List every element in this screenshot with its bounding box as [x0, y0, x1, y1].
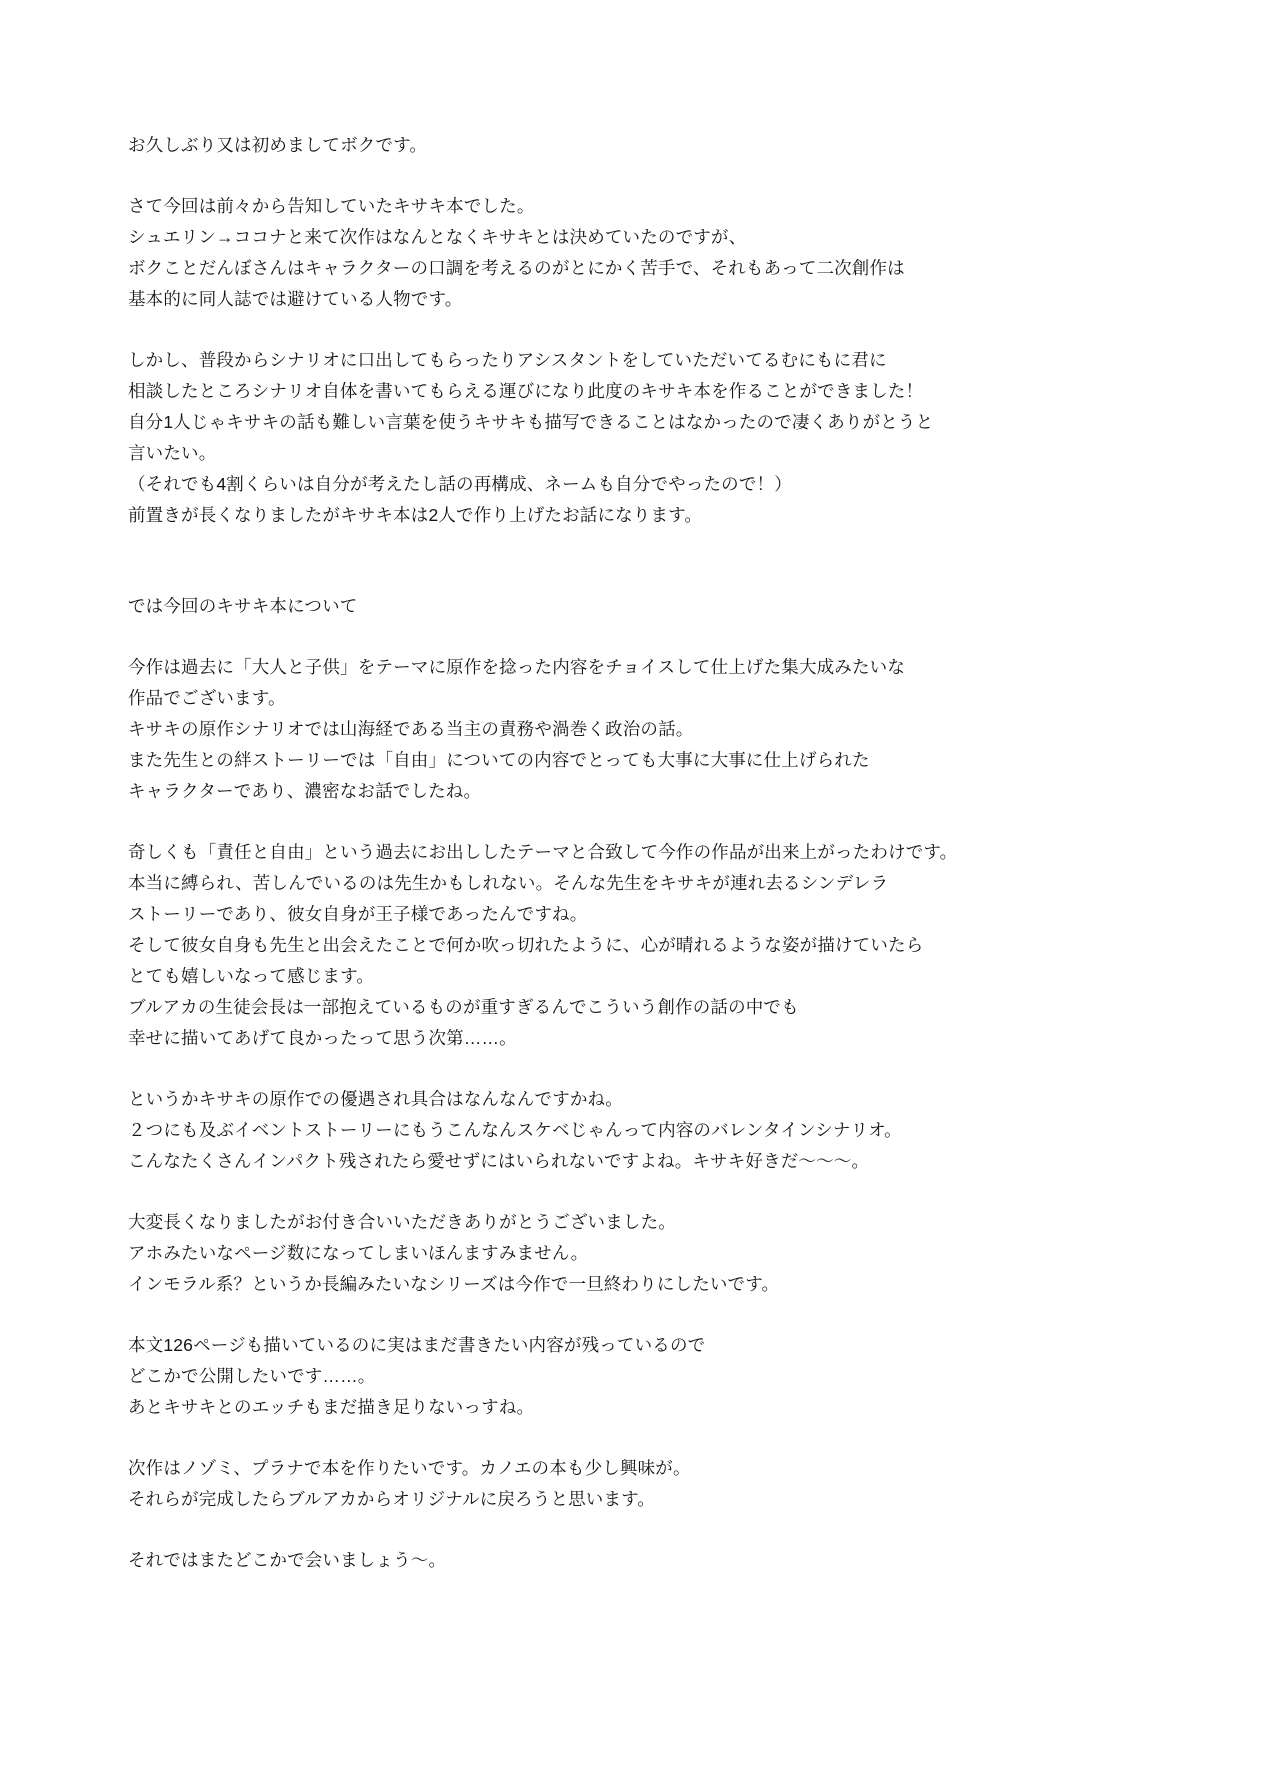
text-line: シュエリン→ココナと来て次作はなんとなくキサキとは決めていたのですが、: [128, 227, 747, 247]
paragraph-greeting: [128, 130, 1140, 161]
text-line: では今回のキサキ本について: [128, 596, 358, 616]
text-line: キャラクターであり、濃密なお話でしたね。: [128, 781, 482, 801]
text-line: あとキサキとのエッチもまだ描き足りないっすね。: [128, 1397, 535, 1417]
paragraph-next-work: [128, 1453, 1140, 1515]
text-line: 次作はノゾミ、プラナで本を作りたいです。カノエの本も少し興味が。: [128, 1458, 691, 1478]
text-line: 幸せに描いてあげて良かったって思う次第……。: [128, 1028, 517, 1048]
text-line: 今作は過去に「大人と子供」をテーマに原作を捻った内容をチョイスして仕上げた集大成みたいな: [128, 657, 905, 677]
text-line: ストーリーであり、彼女自身が王子様であったんですね。: [128, 904, 588, 924]
paragraph-theme: [128, 837, 1140, 1054]
text-line: 本当に縛られ、苦しんでいるのは先生かもしれない。そんな先生をキサキが連れ去るシンデレラ: [128, 873, 889, 893]
text-line: そして彼女自身も先生と出会えたことで何か吹っ切れたように、心が晴れるような姿が描けていたら: [128, 935, 924, 955]
text-line: しかし、普段からシナリオに口出してもらったりアシスタントをしていただいてるむにもに君に: [128, 350, 887, 370]
text-line: お久しぶり又は初めましてボクです。: [128, 135, 428, 155]
text-line: こんなたくさんインパクト残されたら愛せずにはいられないですよね。キサキ好きだ〜〜〜。: [128, 1151, 870, 1171]
text-line: また先生との絆ストーリーでは「自由」についての内容でとっても大事に大事に仕上げられた: [128, 750, 870, 770]
text-line: 相談したところシナリオ自体を書いてもらえる運びになり此度のキサキ本を作ることができました！: [128, 381, 924, 401]
text-line: それではまたどこかで会いましょう〜。: [128, 1550, 447, 1570]
paragraph-page-count: [128, 1330, 1140, 1423]
text-line: 作品でございます。: [128, 688, 286, 708]
text-line: ブルアカの生徒会長は一部抱えているものが重すぎるんでこういう創作の話の中でも: [128, 997, 799, 1017]
text-line: 自分1人じゃキサキの話も難しい言葉を使うキサキも描写できることはなかったので凄くありがとうと: [128, 412, 934, 432]
paragraph-original-praise: [128, 1084, 1140, 1177]
text-line: というかキサキの原作での優遇され具合はなんなんですかね。: [128, 1089, 623, 1109]
text-line: 基本的に同人誌では避けている人物です。: [128, 289, 463, 309]
text-line: さて今回は前々から告知していたキサキ本でした。: [128, 196, 535, 216]
text-line: それらが完成したらブルアカからオリジナルに戻ろうと思います。: [128, 1489, 656, 1509]
paragraph-closing-thanks: [128, 1207, 1140, 1300]
text-line: 本文126ページも描いているのに実はまだ書きたい内容が残っているので: [128, 1335, 706, 1355]
afterword-text-body: [128, 130, 1140, 1576]
text-line: ボクことだんぼさんはキャラクターの口調を考えるのがとにかく苦手で、それもあって二次創作は: [128, 258, 905, 278]
paragraph-farewell: [128, 1545, 1140, 1576]
text-line: （それでも4割くらいは自分が考えたし話の再構成、ネームも自分でやったので！）: [128, 474, 792, 494]
text-line: 前置きが長くなりましたがキサキ本は2人で作り上げたお話になります。: [128, 505, 703, 525]
paragraph-intro: [128, 191, 1140, 315]
paragraph-about-heading: [128, 591, 1140, 622]
text-line: アホみたいなページ数になってしまいほんますみません。: [128, 1243, 589, 1263]
text-line: とても嬉しいなって感じます。: [128, 966, 375, 986]
paragraph-about-body: [128, 652, 1140, 807]
paragraph-thanks: [128, 345, 1140, 531]
text-line: 奇しくも「責任と自由」という過去にお出ししたテーマと合致して今作の作品が出来上がったわけです。: [128, 842, 958, 862]
section-spacer: [128, 561, 1140, 591]
text-line: 大変長くなりましたがお付き合いいただきありがとうございました。: [128, 1212, 676, 1232]
text-line: インモラル系？というか長編みたいなシリーズは今作で一旦終わりにしたいです。: [128, 1274, 780, 1294]
text-line: キサキの原作シナリオでは山海経である当主の責務や渦巻く政治の話。: [128, 719, 694, 739]
text-line: どこかで公開したいです……。: [128, 1366, 376, 1386]
text-line: ２つにも及ぶイベントストーリーにもうこんなんスケベじゃんって内容のバレンタインシナリオ。: [128, 1120, 902, 1140]
text-line: 言いたい。: [128, 443, 217, 463]
